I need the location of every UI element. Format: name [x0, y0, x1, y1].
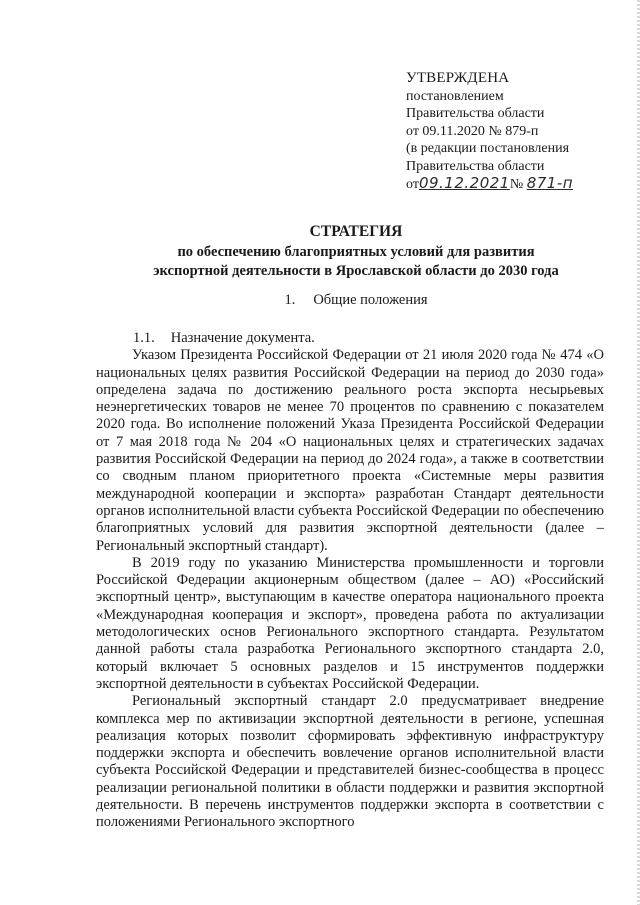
handwritten-number: 871-п	[526, 174, 574, 192]
handwritten-date: 09.12.2021	[418, 174, 510, 192]
section-number: 1.	[284, 292, 296, 308]
section-title: Общие положения	[313, 292, 428, 308]
subsection-title: Назначение документа.	[170, 330, 315, 346]
title-line: экспортной деятельности в Ярославской области до 2030 года	[153, 263, 559, 279]
approval-line: (в редакции постановления	[406, 141, 570, 156]
subsection-number: 1.1.	[133, 330, 155, 346]
body-text	[96, 330, 604, 832]
approval-line: Правительства области	[406, 158, 545, 174]
section-heading	[96, 292, 616, 309]
document-title	[96, 222, 616, 281]
approval-line: от 09.11.2020 № 879-п	[406, 123, 539, 139]
number-sign: №	[509, 177, 524, 192]
paragraph: В 2019 году по указанию Министерства промышленности и торговли Российской Федерации акционерным обществом (далее – АО) «Российский экспортный центр», выступающим в качестве оператора национального проекта «Международная кооперация и экспорт», проведена работа по актуализации методологических основ Регионального экспортного стандарта. Результатом данной работы стала разработка Регионального экспортного стандарта 2.0, который включает 5 основных разделов и 15 инструментов поддержки экспортной деятельности в субъектах Российской Федерации.	[96, 554, 604, 692]
title-line: по обеспечению благоприятных условий для развития	[177, 244, 535, 260]
subsection-heading	[96, 330, 604, 347]
date-prefix: от	[406, 177, 419, 192]
approval-line: постановлением	[406, 88, 504, 104]
title-main: СТРАТЕГИЯ	[309, 223, 403, 240]
approval-stamp-block	[406, 70, 606, 194]
paragraph: Региональный экспортный стандарт 2.0 предусматривает внедрение комплекса мер по активизации экспортной деятельности в регионе, успешная реализация которых позволит сформировать эффективную инфраструктуру поддержки экспорта и обеспечить вовлечение органов исполнительной власти субъекта Российской Федерации и представителей бизнес-сообщества в процесс реализации региональной политики в области поддержки и развития экспортной деятельности. В перечень инструментов поддержки экспорта в соответствии с положениями Регионального экспортного	[96, 693, 604, 831]
approval-line: Правительства области	[406, 106, 545, 121]
approval-title: УТВЕРЖДЕНА	[406, 70, 510, 86]
approval-handwritten-line	[406, 175, 606, 194]
paragraph: Указом Президента Российской Федерации от 21 июля 2020 года № 474 «О национальных целях развития Российской Федерации на период до 2030 года» определена задача по достижению реального роста экспорта несырьевых неэнергетических товаров не менее 70 процентов по сравнению с показателем 2020 года. Во исполнение положений Указа Президента Российской Федерации от 7 мая 2018 года № 204 «О национальных целях и стратегических задачах развития Российской Федерации на период до 2024 года», а также в соответствии со сводным планом приоритетного проекта «Системные меры развития международной кооперации и экспорта» разработан Стандарт деятельности органов исполнительной власти субъекта Российской Федерации по обеспечению благоприятных условий для развития экспортной деятельности (далее – Региональный экспортный стандарт).	[96, 347, 604, 554]
